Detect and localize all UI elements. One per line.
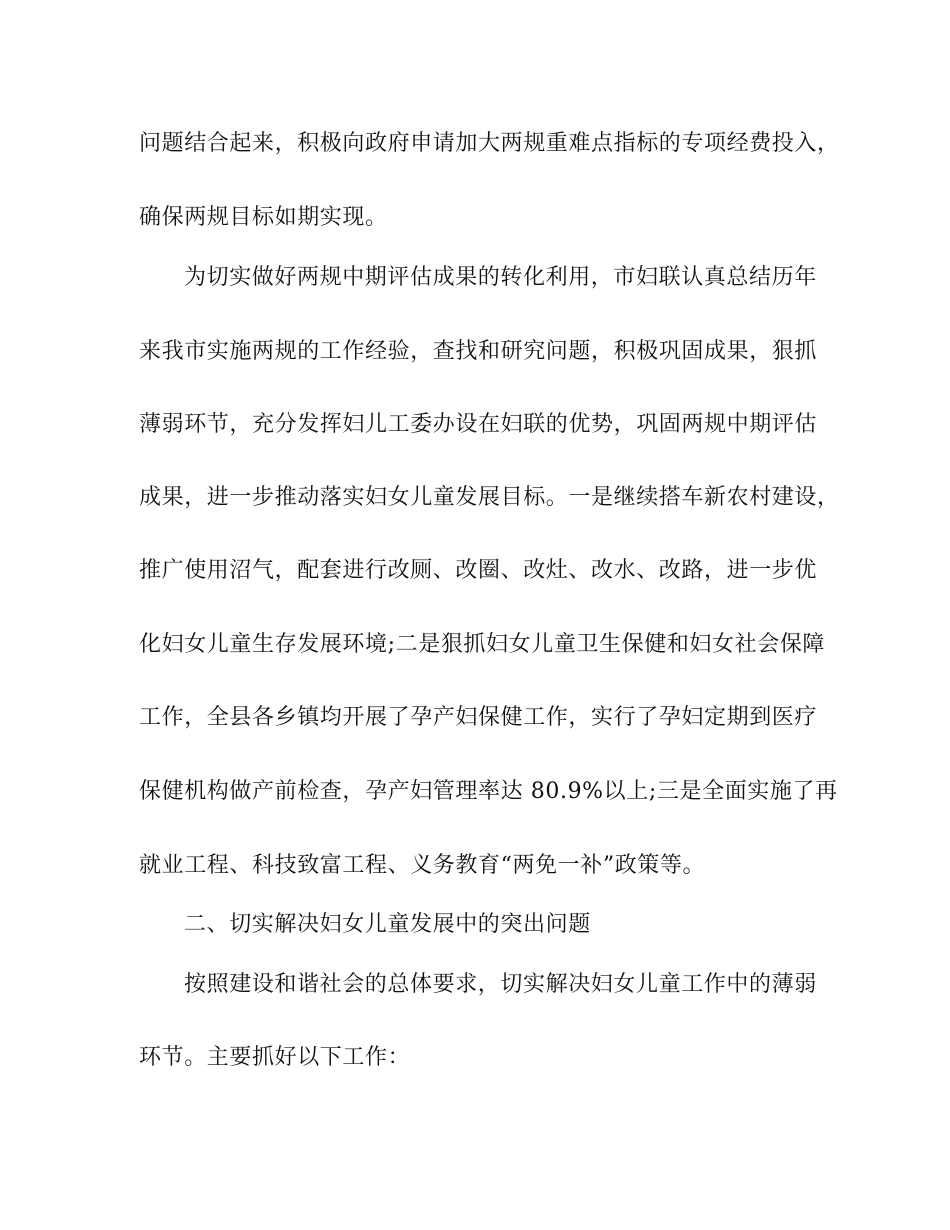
paragraph-line: 推广使用沼气，配套进行改厕、改圈、改灶、改水、改路，进一步优 (139, 558, 818, 583)
paragraph-line: 化妇女儿童生存发展环境;二是狠抓妇女儿童卫生保健和妇女社会保障 (139, 632, 826, 657)
paragraph-line: 就业工程、科技致富工程、义务教育“两免一补”政策等。 (139, 853, 706, 878)
paragraph-line: 工作，全县各乡镇均开展了孕产妇保健工作，实行了孕妇定期到医疗 (139, 705, 818, 730)
section-heading: 二、切实解决妇女儿童发展中的突出问题 (184, 912, 591, 937)
paragraph-line: 来我市实施两规的工作经验，查找和研究问题，积极巩固成果，狠抓 (139, 339, 818, 364)
paragraph-line: 保健机构做产前检查，孕产妇管理率达 80.9%以上;三是全面实施了再 (139, 779, 838, 804)
paragraph-line: 按照建设和谐社会的总体要求，切实解决妇女儿童工作中的薄弱 (184, 972, 817, 997)
paragraph-line: 为切实做好两规中期评估成果的转化利用，市妇联认真总结历年 (184, 265, 817, 290)
paragraph-line: 成果，进一步推动落实妇女儿童发展目标。一是继续搭车新农村建设， (139, 485, 840, 510)
paragraph-line: 确保两规目标如期实现。 (139, 205, 388, 230)
paragraph-line: 环节。主要抓好以下工作： (139, 1045, 411, 1070)
paragraph-line: 薄弱环节，充分发挥妇儿工委办设在妇联的优势，巩固两规中期评估 (139, 412, 818, 437)
paragraph-line: 问题结合起来，积极向政府申请加大两规重难点指标的专项经费投入， (139, 131, 840, 156)
